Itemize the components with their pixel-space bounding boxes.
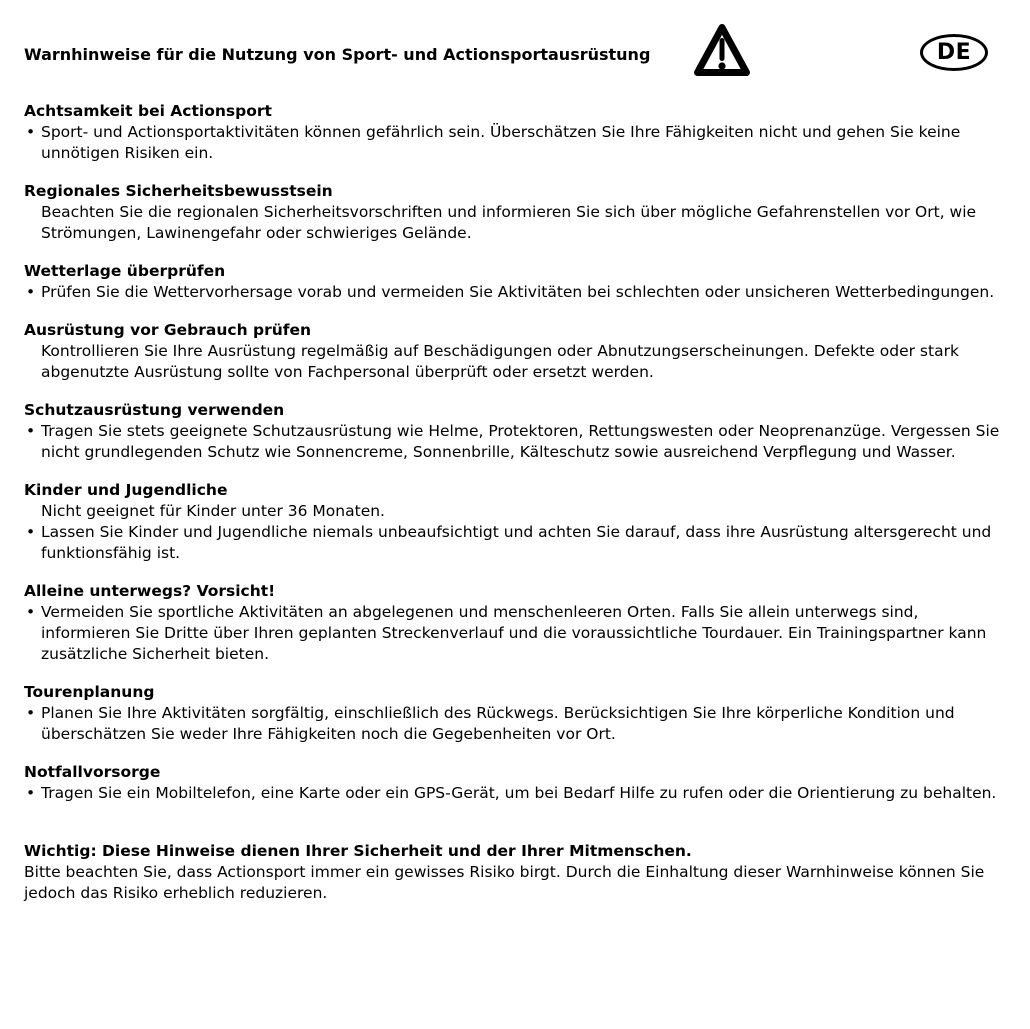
bullet-item	[24, 783, 1002, 804]
section-heading: Notfallvorsorge	[24, 763, 161, 781]
section-heading: Kinder und Jugendliche	[24, 481, 228, 499]
section-achtsamkeit	[24, 101, 1002, 164]
section-heading: Schutzausrüstung verwenden	[24, 401, 285, 419]
section-heading: Alleine unterwegs? Vorsicht!	[24, 582, 276, 600]
section-heading: Achtsamkeit bei Actionsport	[24, 102, 272, 120]
section-notfallvorsorge	[24, 762, 1002, 804]
section-kinder	[24, 480, 1002, 564]
item-text: Tragen Sie ein Mobiltelefon, eine Karte oder ein GPS-Gerät, um bei Bedarf Hilfe zu rufen oder die Orientierung zu behalten.	[41, 784, 997, 802]
item-text: Vermeiden Sie sportliche Aktivitäten an abgelegenen und menschenleeren Orten. Falls Sie allein unterwegs sind, informieren Sie Dritte über Ihren geplanten Streckenverlauf und die voraussichtliche Tourdauer. Ein Trainingspartner kann zusätzliche Sicherheit bieten.	[41, 603, 987, 663]
item-text: Kontrollieren Sie Ihre Ausrüstung regelmäßig auf Beschädigungen oder Abnutzungserscheinungen. Defekte oder stark abgenutzte Ausrüstung sollte von Fachpersonal überprüft oder ersetzt werden.	[41, 342, 959, 381]
section-schutzausruestung	[24, 400, 1002, 463]
section-ausruestung	[24, 320, 1002, 383]
bullet-item	[24, 522, 1002, 564]
item-text: Nicht geeignet für Kinder unter 36 Monaten.	[41, 502, 385, 520]
header	[24, 0, 1002, 101]
item-text: Sport- und Actionsportaktivitäten können gefährlich sein. Überschätzen Sie Ihre Fähigkeiten nicht und gehen Sie keine unnötigen Risiken ein.	[41, 123, 961, 162]
footer	[24, 841, 1002, 904]
section-heading: Tourenplanung	[24, 683, 155, 701]
bullet-item	[24, 703, 1002, 745]
plain-item	[24, 341, 1002, 383]
warning-triangle-icon	[692, 20, 752, 83]
bullet-item	[24, 282, 1002, 303]
item-text: Prüfen Sie die Wettervorhersage vorab und vermeiden Sie Aktivitäten bei schlechten oder unsicheren Wetterbedingungen.	[41, 283, 995, 301]
bullet-item	[24, 122, 1002, 164]
plain-item	[24, 202, 1002, 244]
section-tourenplanung	[24, 682, 1002, 745]
warning-sections	[24, 101, 1002, 804]
section-heading: Ausrüstung vor Gebrauch prüfen	[24, 321, 312, 339]
footer-important-line: Wichtig: Diese Hinweise dienen Ihrer Sicherheit und der Ihrer Mitmenschen.	[24, 842, 692, 860]
footer-text: Bitte beachten Sie, dass Actionsport immer ein gewisses Risiko birgt. Durch die Einhaltung dieser Warnhinweise können Sie jedoch das Risiko erheblich reduzieren.	[24, 863, 985, 902]
bullet-item	[24, 602, 1002, 665]
item-text: Lassen Sie Kinder und Jugendliche niemals unbeaufsichtigt und achten Sie darauf, dass ihre Ausrüstung altersgerecht und funktionsfähig ist.	[41, 523, 992, 562]
item-text: Planen Sie Ihre Aktivitäten sorgfältig, einschließlich des Rückwegs. Berücksichtigen Sie Ihre körperliche Kondition und überschätzen Sie weder Ihre Fähigkeiten noch die Gegebenheiten vor Ort.	[41, 704, 955, 743]
section-wetterlage	[24, 261, 1002, 303]
item-text: Beachten Sie die regionalen Sicherheitsvorschriften und informieren Sie sich über mögliche Gefahrenstellen vor Ort, wie Strömungen, Lawinengefahr oder schwieriges Gelände.	[41, 203, 977, 242]
bullet-item	[24, 421, 1002, 463]
item-text: Tragen Sie stets geeignete Schutzausrüstung wie Helme, Protektoren, Rettungswesten oder Neoprenanzüge. Vergessen Sie nicht grundlegenden Schutz wie Sonnencreme, Sonnenbrille, Kälteschutz sowie ausreichend Verpflegung und Wasser.	[41, 422, 1000, 461]
section-heading: Regionales Sicherheitsbewusstsein	[24, 182, 333, 200]
language-badge	[920, 34, 988, 71]
language-badge-label: DE	[936, 40, 972, 65]
section-heading: Wetterlage überprüfen	[24, 262, 226, 280]
page-title: Warnhinweise für die Nutzung von Sport- und Actionsportausrüstung	[24, 45, 651, 64]
section-alleine	[24, 581, 1002, 665]
plain-item	[24, 501, 1002, 522]
section-regionales	[24, 181, 1002, 244]
